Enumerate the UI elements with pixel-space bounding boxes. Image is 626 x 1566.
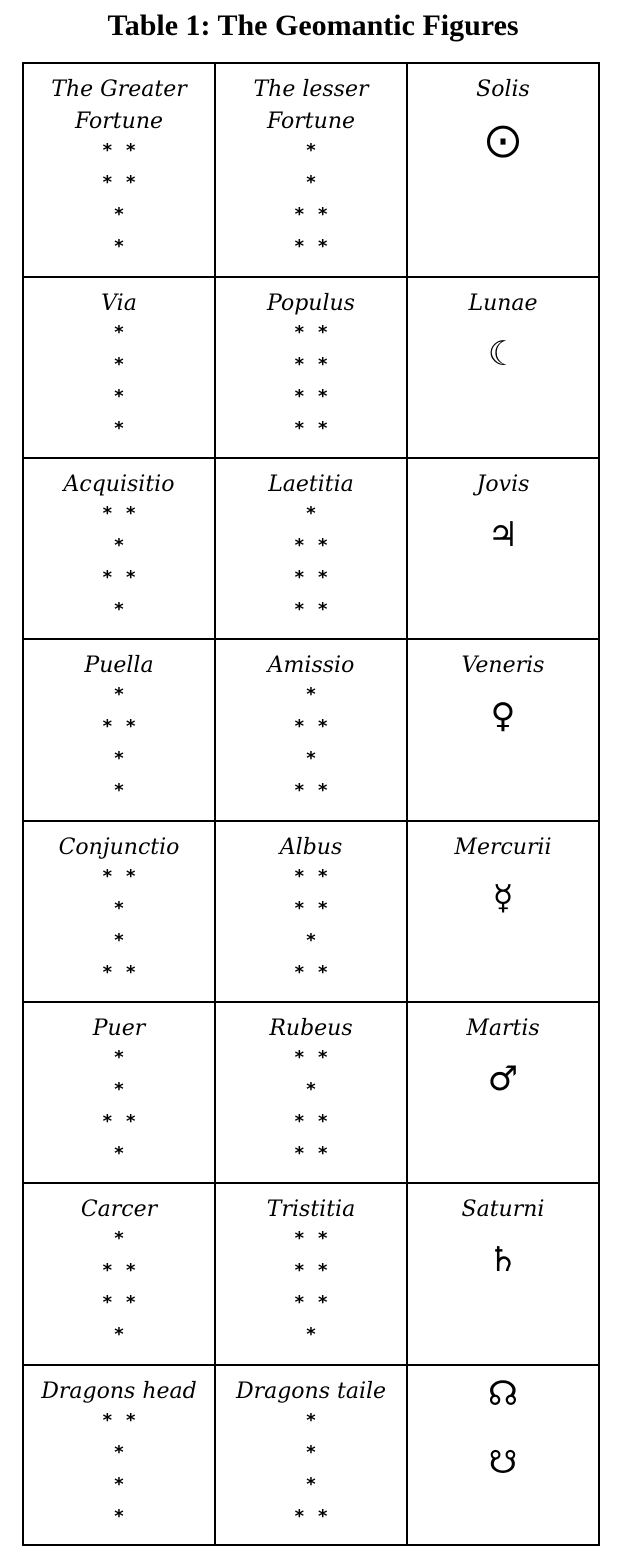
dot: *	[306, 1442, 316, 1463]
dot-single	[216, 174, 406, 206]
dot: *	[114, 898, 124, 919]
dot: *	[294, 1228, 304, 1249]
dot-single	[216, 1476, 406, 1508]
dot: *	[114, 684, 124, 705]
figure-cell	[216, 640, 408, 822]
dot: *	[114, 386, 124, 407]
dot: *	[102, 567, 112, 588]
dot: *	[102, 1260, 112, 1281]
planet-symbol-icon: ☋	[488, 1443, 518, 1481]
dot: *	[126, 866, 136, 887]
dot-pair	[24, 1412, 214, 1444]
dot-pair	[216, 206, 406, 238]
figure-name: Populus	[267, 291, 355, 316]
dot-single	[216, 505, 406, 537]
dot: *	[318, 1111, 328, 1132]
dot: *	[294, 1506, 304, 1527]
figure-dots	[24, 142, 214, 270]
dot: *	[102, 503, 112, 524]
dot-single	[24, 238, 214, 270]
dot-single	[24, 932, 214, 964]
dot-pair	[216, 388, 406, 420]
dot: *	[114, 1228, 124, 1249]
dot: *	[318, 599, 328, 620]
dot-pair	[24, 142, 214, 174]
figure-name: Conjunctio	[58, 835, 180, 860]
planet-symbol-icon: ♂	[487, 1059, 519, 1099]
figure-dots	[216, 1230, 406, 1358]
dot: *	[114, 204, 124, 225]
dot: *	[102, 1410, 112, 1431]
dot: *	[294, 898, 304, 919]
planet-name: Solis	[476, 77, 530, 102]
dot-single	[24, 1081, 214, 1113]
dot-single	[216, 750, 406, 782]
dot-pair	[216, 1145, 406, 1177]
dot: *	[114, 1047, 124, 1068]
dot: *	[102, 962, 112, 983]
dot: *	[318, 898, 328, 919]
dot-pair	[24, 1262, 214, 1294]
dot: *	[126, 1292, 136, 1313]
dot: *	[126, 1260, 136, 1281]
dot-pair	[216, 420, 406, 452]
dot: *	[114, 236, 124, 257]
dot: *	[114, 1506, 124, 1527]
dot: *	[294, 962, 304, 983]
dot: *	[294, 599, 304, 620]
dot: *	[294, 1111, 304, 1132]
dot-single	[216, 1081, 406, 1113]
planet-name: Lunae	[468, 291, 538, 316]
dot-single	[24, 1049, 214, 1081]
dot: *	[306, 140, 316, 161]
figure-cell	[24, 459, 216, 640]
figure-dots	[216, 505, 406, 633]
figure-name: The Greater Fortune	[51, 77, 187, 134]
dot-single	[216, 1412, 406, 1444]
dot: *	[114, 930, 124, 951]
dot-single	[24, 1326, 214, 1358]
dot: *	[126, 1111, 136, 1132]
dot: *	[294, 418, 304, 439]
dot: *	[318, 204, 328, 225]
dot: *	[306, 1079, 316, 1100]
figure-cell	[24, 278, 216, 459]
dot: *	[294, 204, 304, 225]
figure-cell	[216, 1366, 408, 1546]
dot-pair	[216, 1230, 406, 1262]
planet-cell	[408, 278, 598, 459]
dot: *	[294, 1260, 304, 1281]
figure-name: Laetitia	[268, 472, 354, 497]
dot: *	[126, 140, 136, 161]
dot: *	[294, 780, 304, 801]
dot-pair	[216, 569, 406, 601]
figure-cell	[24, 640, 216, 822]
dot-single	[24, 900, 214, 932]
dot-pair	[216, 1113, 406, 1145]
dot: *	[114, 1079, 124, 1100]
figure-cell	[24, 1366, 216, 1546]
dot-pair	[24, 174, 214, 206]
figure-dots	[216, 324, 406, 452]
figure-name: Amissio	[267, 653, 355, 678]
dot-pair	[216, 868, 406, 900]
planet-symbol-icon: ☊	[487, 1374, 519, 1414]
figure-dots	[24, 1049, 214, 1177]
planet-cell	[408, 459, 598, 640]
dot: *	[114, 1143, 124, 1164]
dot-single	[24, 206, 214, 238]
figure-name: Dragons taile	[235, 1379, 387, 1404]
dot: *	[318, 1143, 328, 1164]
dot-single	[216, 1326, 406, 1358]
dot: *	[114, 1442, 124, 1463]
figure-dots	[216, 1412, 406, 1540]
dot-single	[24, 537, 214, 569]
dot: *	[294, 236, 304, 257]
figure-name: Rubeus	[269, 1016, 353, 1041]
figure-cell	[216, 64, 408, 278]
dot: *	[306, 503, 316, 524]
dot: *	[102, 866, 112, 887]
figure-cell	[216, 822, 408, 1003]
dot-pair	[24, 1113, 214, 1145]
planet-name: Martis	[466, 1016, 540, 1041]
dot-single	[216, 1444, 406, 1476]
dot-pair	[24, 569, 214, 601]
planet-symbol-icon: ⨀	[486, 120, 520, 160]
figure-name: Carcer	[80, 1197, 158, 1222]
dot-single	[216, 686, 406, 718]
dot-single	[24, 356, 214, 388]
dot-single	[24, 420, 214, 452]
figure-cell	[24, 1184, 216, 1366]
dot-pair	[216, 1262, 406, 1294]
figure-dots	[24, 324, 214, 452]
figure-name: Albus	[279, 835, 343, 860]
dot-pair	[216, 718, 406, 750]
figure-dots	[24, 505, 214, 633]
dot: *	[102, 1292, 112, 1313]
planet-cell	[408, 1366, 598, 1546]
planet-symbol-icon: ♄	[487, 1240, 519, 1280]
planet-name: Veneris	[461, 653, 545, 678]
dot-pair	[24, 718, 214, 750]
dot: *	[318, 1292, 328, 1313]
dot: *	[294, 1292, 304, 1313]
dot-pair	[216, 324, 406, 356]
dot: *	[306, 1324, 316, 1345]
dot: *	[294, 535, 304, 556]
dot-pair	[216, 964, 406, 996]
dot: *	[318, 1260, 328, 1281]
dot: *	[306, 1474, 316, 1495]
figure-name: Puella	[84, 653, 154, 678]
dot: *	[294, 866, 304, 887]
dot-pair	[24, 505, 214, 537]
dot-single	[216, 142, 406, 174]
figure-cell	[216, 278, 408, 459]
planet-cell	[408, 64, 598, 278]
dot: *	[294, 322, 304, 343]
dot: *	[318, 386, 328, 407]
dot: *	[318, 962, 328, 983]
figure-dots	[24, 686, 214, 814]
planet-name: Mercurii	[454, 835, 552, 860]
dot-pair	[216, 900, 406, 932]
dot: *	[306, 684, 316, 705]
figure-cell	[216, 459, 408, 640]
planet-symbol-icon: ☿	[492, 878, 514, 918]
dot: *	[126, 962, 136, 983]
dot-single	[24, 1444, 214, 1476]
dot-single	[24, 1230, 214, 1262]
dot-single	[24, 1145, 214, 1177]
geomantic-figures-table	[22, 62, 600, 1546]
dot-pair	[216, 537, 406, 569]
dot: *	[294, 354, 304, 375]
dot: *	[318, 1047, 328, 1068]
figure-dots	[216, 868, 406, 996]
dot: *	[294, 716, 304, 737]
dot-pair	[216, 601, 406, 633]
dot-single	[216, 932, 406, 964]
planet-cell	[408, 822, 598, 1003]
dot-pair	[24, 1294, 214, 1326]
dot: *	[318, 780, 328, 801]
dot: *	[114, 322, 124, 343]
figure-cell	[216, 1184, 408, 1366]
dot: *	[318, 322, 328, 343]
dot: *	[126, 567, 136, 588]
dot-pair	[216, 356, 406, 388]
figure-dots	[24, 1230, 214, 1358]
planet-name: Saturni	[461, 1197, 545, 1222]
dot: *	[114, 418, 124, 439]
dot: *	[306, 1410, 316, 1431]
figure-name: Acquisitio	[63, 472, 175, 497]
dot-single	[24, 750, 214, 782]
dot: *	[114, 748, 124, 769]
dot: *	[318, 716, 328, 737]
dot-pair	[216, 782, 406, 814]
dot: *	[126, 503, 136, 524]
figure-dots	[216, 1049, 406, 1177]
dot: *	[306, 930, 316, 951]
planet-symbol-icon: ☾	[487, 334, 519, 374]
dot: *	[126, 716, 136, 737]
planet-name: Jovis	[476, 472, 530, 497]
figure-name: The lesser Fortune	[253, 77, 369, 134]
figure-cell	[24, 1003, 216, 1184]
figure-cell	[24, 822, 216, 1003]
figure-name: Tristitia	[266, 1197, 356, 1222]
dot: *	[294, 386, 304, 407]
figure-cell	[24, 64, 216, 278]
dot: *	[318, 354, 328, 375]
dot-single	[24, 782, 214, 814]
planet-cell	[408, 640, 598, 822]
dot-pair	[216, 1508, 406, 1540]
dot: *	[114, 1324, 124, 1345]
dot-single	[24, 601, 214, 633]
figure-dots	[24, 1412, 214, 1540]
dot: *	[306, 172, 316, 193]
figure-cell	[216, 1003, 408, 1184]
dot-pair	[216, 238, 406, 270]
dot: *	[102, 716, 112, 737]
dot: *	[102, 140, 112, 161]
figure-dots	[216, 142, 406, 270]
dot: *	[114, 599, 124, 620]
planet-symbol-icon: ♀	[490, 696, 516, 736]
dot: *	[114, 354, 124, 375]
dot: *	[294, 1143, 304, 1164]
dot-pair	[216, 1049, 406, 1081]
dot: *	[114, 780, 124, 801]
dot-single	[24, 686, 214, 718]
figure-name: Puer	[92, 1016, 146, 1041]
planet-symbol-icon: ♃	[487, 515, 519, 555]
planet-cell	[408, 1003, 598, 1184]
planet-cell	[408, 1184, 598, 1366]
dot: *	[126, 1410, 136, 1431]
dot: *	[318, 1506, 328, 1527]
dot: *	[318, 236, 328, 257]
dot-single	[24, 388, 214, 420]
dot-pair	[216, 1294, 406, 1326]
dot: *	[114, 1474, 124, 1495]
dot: *	[318, 567, 328, 588]
dot: *	[318, 866, 328, 887]
dot-pair	[24, 964, 214, 996]
dot: *	[102, 172, 112, 193]
dot: *	[306, 748, 316, 769]
dot-single	[24, 324, 214, 356]
table-title: Table 1: The Geomantic Figures	[107, 9, 519, 42]
dot: *	[318, 418, 328, 439]
figure-name: Via	[101, 291, 137, 316]
dot: *	[318, 1228, 328, 1249]
figure-name: Dragons head	[41, 1379, 197, 1404]
figure-dots	[24, 868, 214, 996]
dot-single	[24, 1508, 214, 1540]
dot: *	[102, 1111, 112, 1132]
dot-single	[24, 1476, 214, 1508]
figure-dots	[216, 686, 406, 814]
dot: *	[294, 567, 304, 588]
dot-pair	[24, 868, 214, 900]
dot: *	[114, 535, 124, 556]
dot: *	[318, 535, 328, 556]
dot: *	[294, 1047, 304, 1068]
dot: *	[126, 172, 136, 193]
